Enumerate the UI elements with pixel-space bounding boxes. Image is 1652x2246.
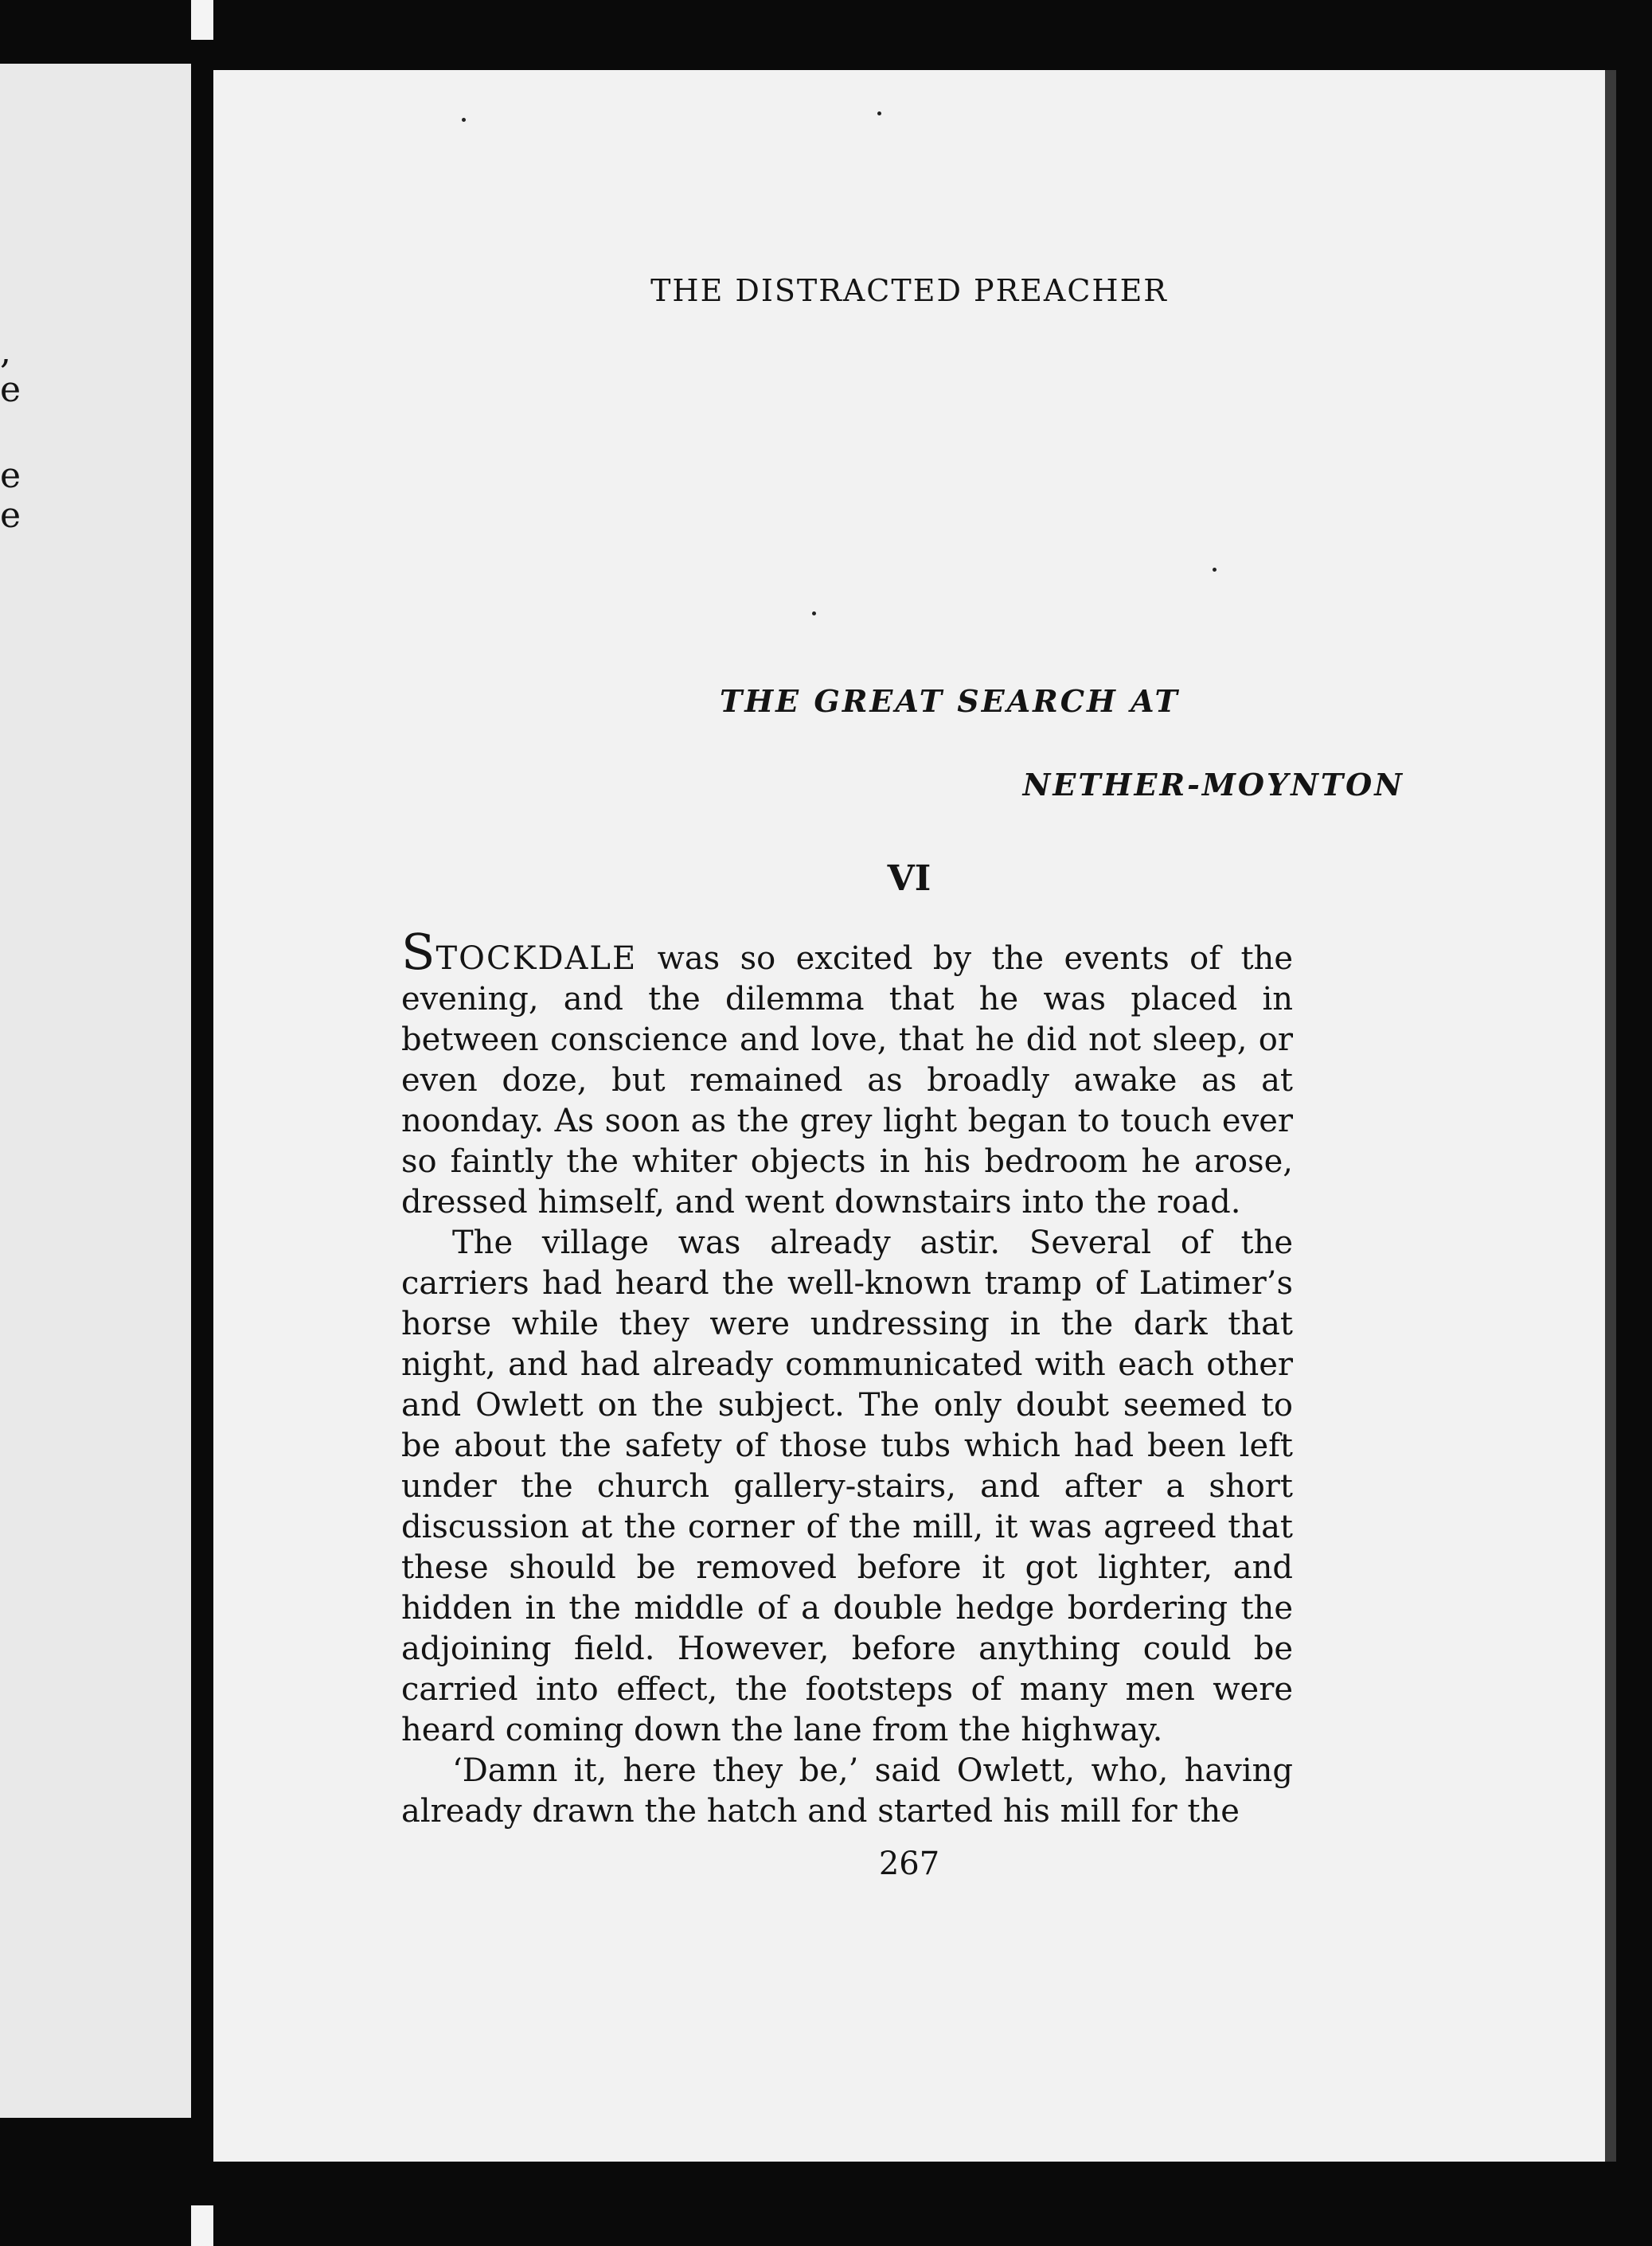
chapter-number: VI <box>887 858 931 899</box>
paragraph-text: ‘Damn it, here they be,’ said Owlett, who, having already drawn the hatch and started his mill for the <box>401 1752 1293 1830</box>
scan-speck <box>812 611 816 615</box>
previous-page-fragment: e <box>0 495 21 536</box>
previous-page-fragment: e <box>0 369 21 410</box>
scan-border-bottom <box>213 2162 1652 2246</box>
paragraph <box>401 923 1293 1223</box>
drop-cap: S <box>401 923 436 981</box>
paragraph <box>401 1751 1293 1832</box>
previous-page-fragment: e <box>0 455 21 496</box>
opening-small-caps: TOCKDALE <box>435 940 638 977</box>
section-title-line-1: THE GREAT SEARCH AT <box>720 683 1180 719</box>
scan-speck <box>877 111 881 115</box>
scan-border-right <box>1616 0 1652 2246</box>
body-text <box>401 923 1293 1832</box>
running-head: THE DISTRACTED PREACHER <box>650 273 1168 308</box>
paragraph-text: The village was already astir. Several of the carriers had heard the well-known tramp of Latimer’s horse while they were undressing in the dark that night, and had already communicated with each other and Owlett on the subject. The only doubt seemed to be about the safety of those tubs which had been left under the church gallery-stairs, and after a short discussion at the corner of the mill, it was agreed that these should be removed before it got lighter, and hidden in the middle of a double hedge bordering the adjoining field. However, before anything could be carried into effect, the footsteps of many men were heard coming down the lane from the highway. <box>401 1225 1293 1748</box>
previous-page-edge <box>0 64 191 2118</box>
paragraph <box>401 1223 1293 1751</box>
scan-border-bottom-left <box>0 2118 191 2246</box>
paragraph-text: was so excited by the events of the evening, and the dilemma that he was placed in between conscience and love, that he did not sleep, or even doze, but remained as broadly awake as at noonday. As soon as the grey light began to touch ever so faintly the whiter objects in his bedroom he arose, dressed himself, and went downstairs into the road. <box>401 940 1293 1221</box>
page-number: 267 <box>878 1846 940 1882</box>
book-page <box>213 70 1616 2162</box>
section-title-line-2: NETHER-MOYNTON <box>1022 767 1404 803</box>
scan-speck <box>462 118 466 122</box>
scan-border-top-left <box>0 0 191 64</box>
scan-speck <box>1213 568 1217 572</box>
book-gutter <box>191 40 213 2205</box>
previous-page-fragment: , <box>0 331 11 372</box>
scan-border-top <box>213 0 1652 70</box>
